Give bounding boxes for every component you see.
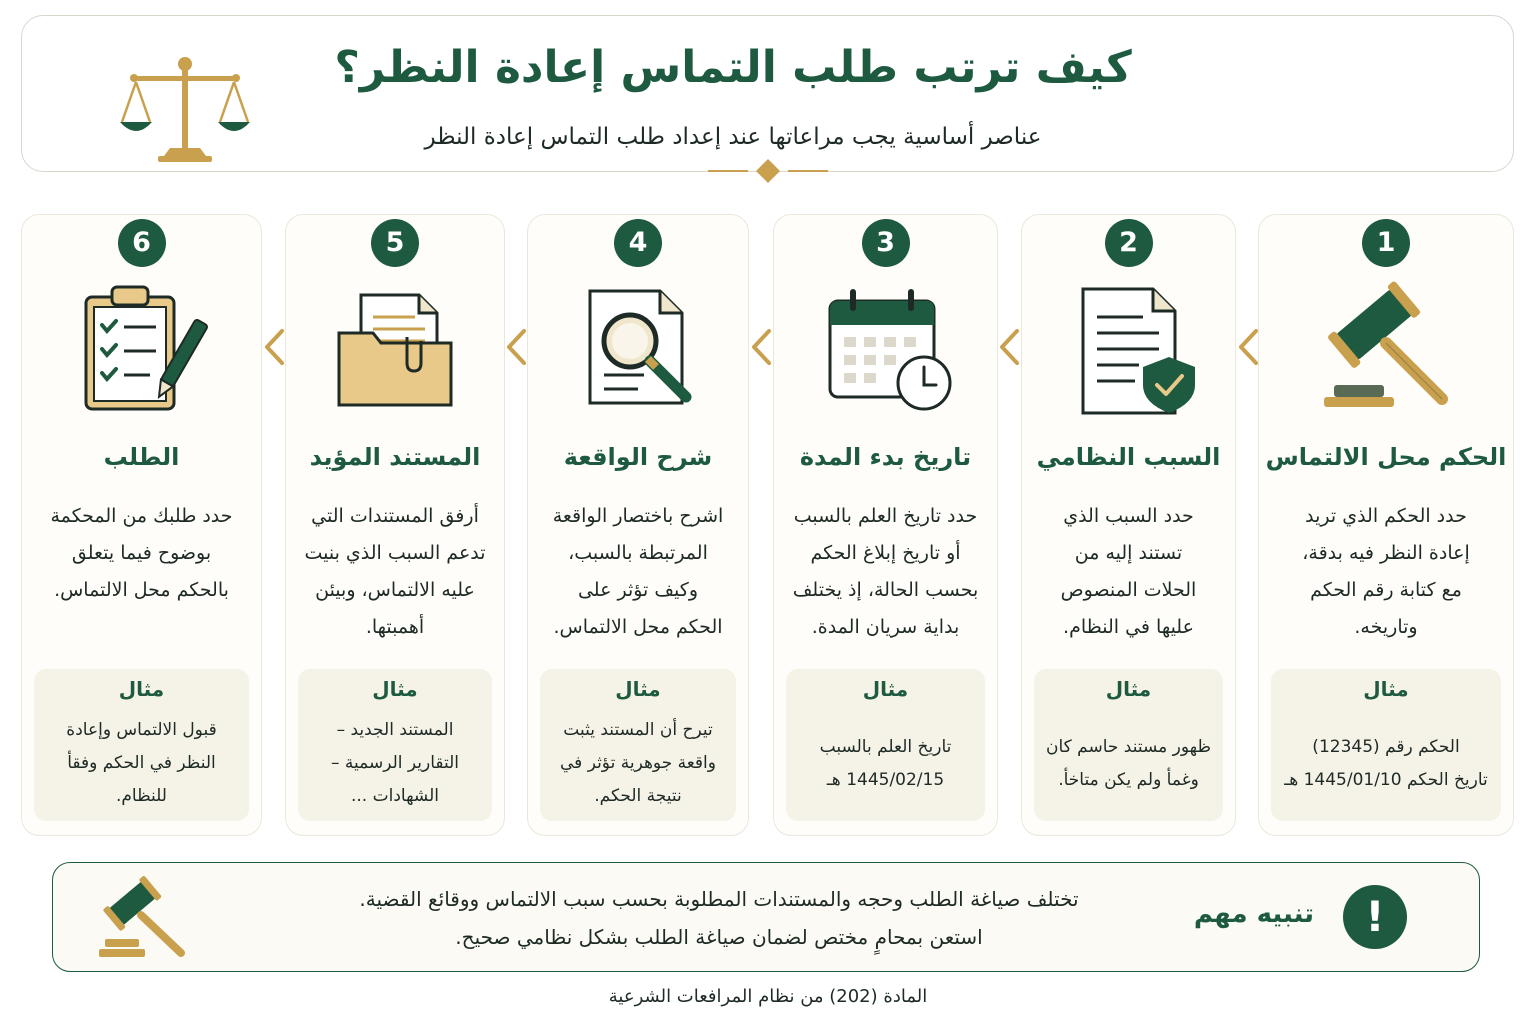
step-description: أرفق المستندات التي تدعم السبب الذي بنيت عليه الالتماس، وبيئن أهمبتها. bbox=[304, 505, 486, 638]
step-title: الحكم محل الالتماس bbox=[1265, 443, 1507, 471]
important-notice bbox=[52, 862, 1480, 972]
step-number: 4 bbox=[614, 219, 662, 267]
step-number: 2 bbox=[1105, 219, 1153, 267]
step-title: المستند المؤيد bbox=[309, 443, 481, 471]
step-card-2 bbox=[1021, 214, 1236, 836]
example-text: ظهور مستند حاسم كان وغمأ ولم يكن متاخأ. bbox=[1045, 736, 1212, 790]
scales-of-justice-icon bbox=[120, 52, 250, 164]
step-description: حدد تاريخ العلم بالسبب أو تاريخ إبلاغ الحكم بحسب الحالة، إذ يختلف بداية سريان المدة. bbox=[792, 505, 979, 638]
notice-title: تنبيه مهم bbox=[1193, 899, 1314, 929]
chevron-left-icon bbox=[749, 328, 773, 366]
step-description: اشرح باختصار الواقعة المرتبطة بالسبب، وكيف تؤثر على الحكم محل الالتماس. bbox=[552, 505, 724, 638]
chevron-left-icon bbox=[1236, 328, 1260, 366]
header-box bbox=[21, 15, 1514, 172]
example-text: الحكم رقم (12345) تاريخ الحكم 1445/01/10 هـ bbox=[1284, 736, 1488, 790]
example-label: مثال bbox=[615, 677, 661, 701]
example-label: مثال bbox=[118, 677, 165, 701]
example-label: مثال bbox=[862, 677, 909, 701]
step-card-1 bbox=[1258, 214, 1514, 836]
example-box bbox=[540, 669, 736, 821]
notice-line-2: استعن بمحامٍ مختص لضمان صياغة الطلب بشكل نظامي صحيح. bbox=[455, 925, 983, 949]
clipboard-checklist-icon bbox=[72, 277, 212, 417]
example-label: مثال bbox=[1105, 677, 1152, 701]
step-title: السبب النظامي bbox=[1036, 443, 1221, 471]
page-title: كيف ترتب طلب التماس إعادة النظر؟ bbox=[334, 42, 1132, 93]
example-text: تيرح أن المستند يثبت واقعة جوهرية تؤثر في نتيجة الحكم. bbox=[560, 720, 716, 806]
step-number: 6 bbox=[118, 219, 166, 267]
example-text: تاريخ العلم بالسبب 1445/02/15 هـ bbox=[819, 736, 952, 790]
legal-reference: المادة (202) من نظام المرافعات الشرعية bbox=[608, 986, 928, 1007]
exclamation-icon: ! bbox=[1343, 885, 1407, 949]
step-title: شرح الواقعة bbox=[563, 443, 713, 471]
notice-line-1: تختلف صياغة الطلب وحجه والمستندات المطلوبة بحسب سبب الالتماس ووقائع القضية. bbox=[359, 887, 1079, 911]
document-shield-icon bbox=[1059, 277, 1199, 417]
step-card-3 bbox=[773, 214, 998, 836]
example-label: مثال bbox=[1363, 677, 1409, 701]
ornament-divider bbox=[708, 158, 828, 184]
example-text: المستند الجديد – التقارير الرسمية – الشهادات ... bbox=[330, 720, 460, 806]
example-box bbox=[1034, 669, 1223, 821]
gavel-icon bbox=[1316, 277, 1456, 417]
step-description: حدد السبب الذي تستند إليه من الحلات المنصوص عليها في النظام. bbox=[1060, 505, 1197, 638]
example-label: مثال bbox=[372, 677, 418, 701]
document-magnifier-icon bbox=[568, 277, 708, 417]
chevron-left-icon bbox=[262, 328, 286, 366]
chevron-left-icon bbox=[504, 328, 528, 366]
step-card-4 bbox=[527, 214, 749, 836]
gavel-icon bbox=[97, 875, 189, 961]
step-number: 3 bbox=[862, 219, 910, 267]
step-number: 1 bbox=[1362, 219, 1410, 267]
step-description: حدد طلبك من المحكمة بوضوح فيما يتعلق بالحكم محل الالتماس. bbox=[50, 505, 233, 601]
example-text: قبول الالتماس وإعادة النظر في الحكم وفقأ للنظام. bbox=[66, 720, 217, 806]
chevron-left-icon bbox=[997, 328, 1021, 366]
example-box bbox=[786, 669, 985, 821]
step-description: حدد الحكم الذي تريد إعادة النظر فيه بدقة، مع كتابة رقم الحكم وتاريخه. bbox=[1302, 505, 1470, 638]
folder-documents-icon bbox=[325, 277, 465, 417]
example-box bbox=[34, 669, 249, 821]
page-subtitle: عناصر أساسية يجب مراعاتها عند إعداد طلب التماس إعادة النظر bbox=[424, 124, 1042, 150]
example-box bbox=[298, 669, 492, 821]
step-card-6 bbox=[21, 214, 262, 836]
example-box bbox=[1271, 669, 1501, 821]
step-title: الطلب bbox=[103, 443, 180, 471]
step-card-5 bbox=[285, 214, 505, 836]
step-number: 5 bbox=[371, 219, 419, 267]
step-title: تاريخ بدء المدة bbox=[799, 443, 972, 471]
calendar-clock-icon bbox=[816, 277, 956, 417]
